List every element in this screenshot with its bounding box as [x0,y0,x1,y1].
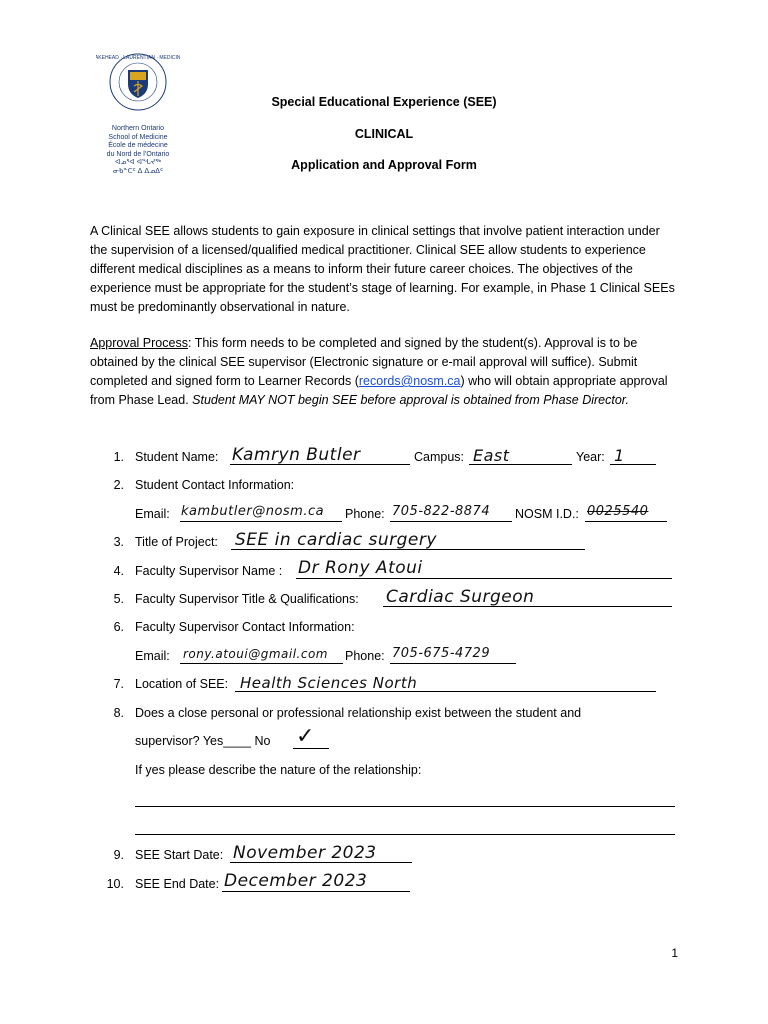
logo-line: du Nord de l’Ontario [106,150,170,158]
supervisor-phone-label: Phone: [345,649,385,663]
records-email-link[interactable]: records@nosm.ca [358,374,461,388]
campus-value[interactable]: East [473,446,510,465]
describe-line-2[interactable] [135,834,675,835]
item-number: 2. [113,478,124,492]
supervisor-label: Faculty Supervisor Name : [135,564,283,578]
university-seal-icon [96,50,180,120]
end-date-line [222,891,410,892]
end-date-value[interactable]: December 2023 [224,871,368,891]
nosm-id-value[interactable]: 0025540 [587,504,649,519]
no-checkmark-icon[interactable]: ✓ [296,724,315,749]
supervisor-email-line [180,663,343,664]
nosm-id-line [585,521,667,522]
item-number: 8. [113,706,124,720]
start-date-value[interactable]: November 2023 [233,843,377,863]
student-email-label: Email: [135,507,170,521]
logo-line: ᐊᓄᕐᐊ ᐊᖓᔪᖅ [115,159,161,166]
student-name-value[interactable]: Kamryn Butler [232,445,361,465]
supervisor-phone-line [390,663,516,664]
student-email-value[interactable]: kambutler@nosm.ca [181,504,325,519]
approval-text-2: ) who will obtain appropriate approval from Phase Lead. [90,374,668,407]
student-phone-value[interactable]: 705-822-8874 [392,504,491,519]
location-label: Location of SEE: [135,677,229,691]
project-value[interactable]: SEE in cardiac surgery [235,530,437,550]
form-subtitle: CLINICAL [354,127,414,141]
seal-text: LAKEHEAD · LAURENTIAN · MEDICINE [96,55,180,61]
location-value[interactable]: Health Sciences North [240,674,418,692]
logo-line: Northern Ontario [111,125,165,132]
item-number: 3. [113,535,124,549]
campus-label: Campus: [414,450,465,464]
student-contact-label: Student Contact Information: [135,478,295,492]
item-number: 1. [113,450,124,464]
relationship-question-cont: supervisor? Yes____ No [135,734,271,748]
item-number: 6. [113,620,124,634]
supervisor-value[interactable]: Dr Rony Atoui [298,558,423,578]
student-name-label: Student Name: [135,450,219,464]
year-value[interactable]: 1 [614,446,625,465]
supervisor-title-label: Faculty Supervisor Title & Qualifications: [135,592,359,606]
page-number: 1 [671,946,678,960]
item-number: 10. [106,877,124,891]
start-date-label: SEE Start Date: [135,848,224,862]
item-number: 7. [113,677,124,691]
supervisor-contact-label: Faculty Supervisor Contact Information: [135,620,355,634]
student-phone-line [390,521,512,522]
form-title: Special Educational Experience (SEE) [271,95,497,109]
project-label: Title of Project: [135,535,218,549]
logo-line: ᓂᑲᓐᑕᑦ ᐃ ᐃᓄᐃᑦ [113,167,163,175]
approval-text: : This form needs to be completed and signed by the student(s). Approval is to be obtained by the clinical SEE supervisor (Electronic signature or e-mail approval will suffice). Submit completed and signed form to Learner Records ( [90,336,638,388]
supervisor-email-label: Email: [135,649,170,663]
approval-heading: Approval Process [90,336,188,350]
approval-warning: Student MAY NOT begin SEE before approval is obtained from Phase Director. [192,393,629,407]
relationship-question: Does a close personal or professional relationship exist between the student and [135,706,582,720]
approval-paragraph [90,334,680,410]
supervisor-title-value[interactable]: Cardiac Surgeon [386,587,535,607]
describe-label: If yes please describe the nature of the relationship: [135,763,422,777]
form-heading: Application and Approval Form [291,158,477,172]
nosm-id-label: NOSM I.D.: [515,507,579,521]
student-email-line [180,521,342,522]
logo-line: School of Medicine [108,133,168,141]
logo-line: École de médecine [108,142,168,149]
item-number: 5. [113,592,124,606]
item-number: 4. [113,564,124,578]
supervisor-phone-value[interactable]: 705-675-4729 [392,646,491,661]
supervisor-email-value[interactable]: rony.atoui@gmail.com [183,647,328,661]
year-label: Year: [576,450,605,464]
intro-paragraph: A Clinical SEE allows students to gain exposure in clinical settings that involve patient interaction under the supervision of a licensed/qualified medical practitioner. Clinical SEE allow students to experience different medical disciplines as a means to inform their future career choices. The objectives of the experience must be appropriate for the student’s stage of learning. For example, in Phase 1 Clinical SEEs must be predominantly observational in nature. [90,224,675,314]
student-phone-label: Phone: [345,507,385,521]
supervisor-line [296,578,672,579]
describe-line-1[interactable] [135,806,675,807]
item-number: 9. [113,848,124,862]
end-date-label: SEE End Date: [135,877,220,891]
